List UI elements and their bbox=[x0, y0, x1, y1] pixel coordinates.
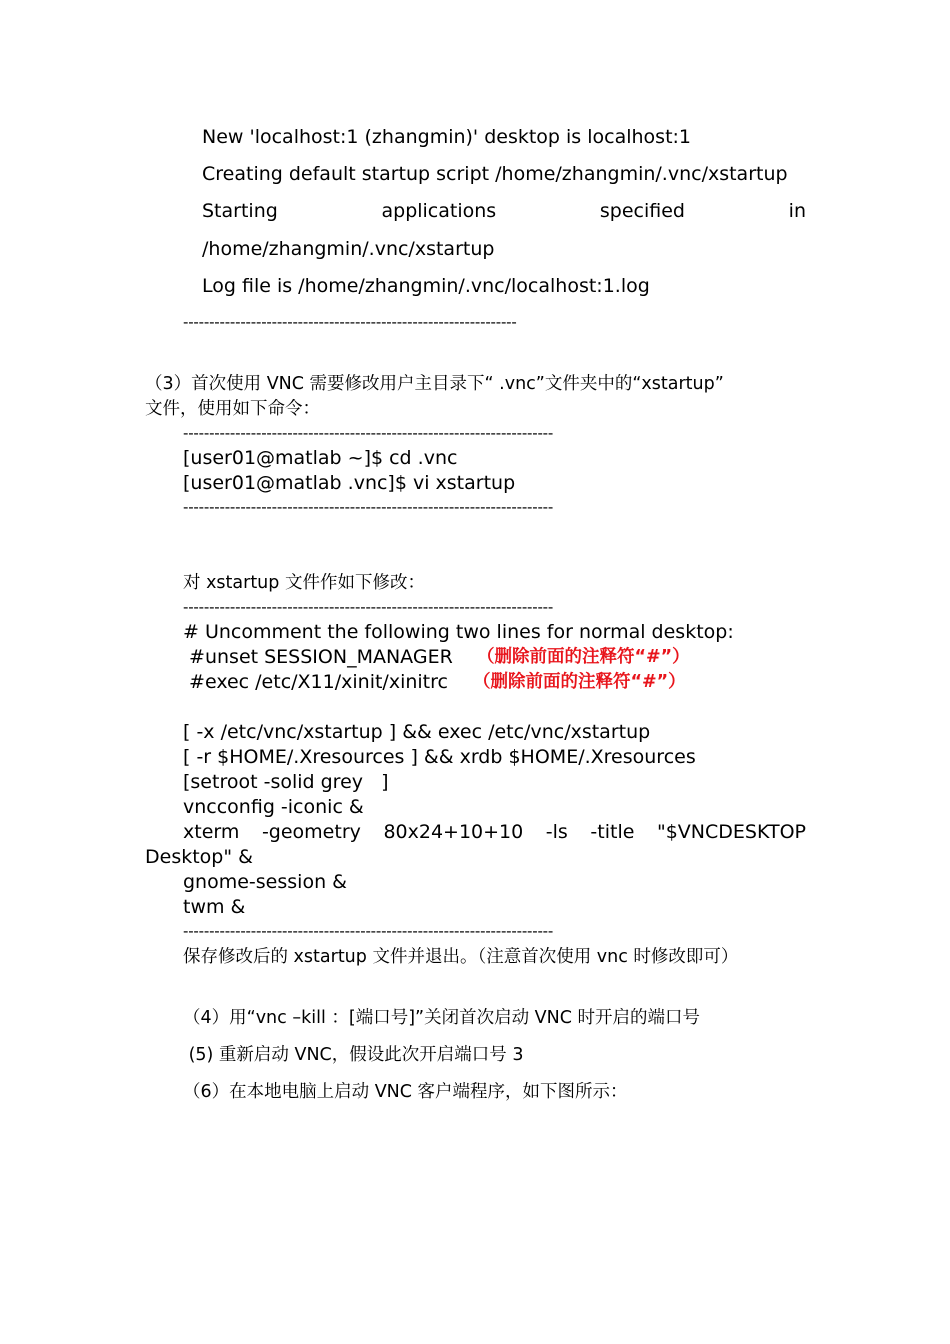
xstartup-xrdb: [ -r $HOME/.Xresources ] && xrdb $HOME/.Xresources bbox=[183, 746, 696, 768]
output-line-starting bbox=[202, 199, 806, 223]
output-line-new-desktop: New 'localhost:1 (zhangmin)' desktop is localhost:1 bbox=[202, 126, 692, 148]
separator-2: ----------------------------------------------------------------------- bbox=[183, 424, 554, 442]
word-starting: Starting bbox=[202, 200, 278, 222]
separator-5: ----------------------------------------------------------------------- bbox=[183, 922, 554, 940]
step3-text-line1: （3）首次使用 VNC 需要修改用户主目录下“ .vnc”文件夹中的“xstartup” bbox=[145, 374, 724, 394]
word-applications: applications bbox=[381, 200, 497, 222]
xterm-geometry-value: 80x24+10+10 bbox=[383, 821, 524, 843]
command-vi-xstartup: [user01@matlab .vnc]$ vi xstartup bbox=[183, 472, 516, 494]
step4-text: （4）用“vnc –kill ：[端口号]”关闭首次启动 VNC 时开启的端口号 bbox=[183, 1008, 700, 1028]
step5-text: (5) 重新启动 VNC，假设此次开启端口号 3 bbox=[183, 1045, 524, 1065]
xstartup-xterm-cont: Desktop" & bbox=[145, 846, 253, 868]
xstartup-setroot: [setroot -solid grey ] bbox=[183, 771, 389, 793]
xstartup-gnome-session: gnome-session & bbox=[183, 871, 347, 893]
output-line-log-file: Log file is /home/zhangmin/.vnc/localhost:1.log bbox=[202, 275, 650, 297]
xstartup-vncconfig: vncconfig -iconic & bbox=[183, 796, 364, 818]
output-line-creating-script: Creating default startup script /home/zhangmin/.vnc/xstartup bbox=[202, 163, 788, 185]
xstartup-intro: 对 xstartup 文件作如下修改： bbox=[183, 573, 425, 593]
xstartup-comment: # Uncomment the following two lines for normal desktop: bbox=[183, 621, 734, 643]
word-in: in bbox=[788, 200, 806, 222]
separator-3: ----------------------------------------------------------------------- bbox=[183, 498, 554, 516]
xstartup-exec-etc: [ -x /etc/vnc/xstartup ] && exec /etc/vnc/xstartup bbox=[183, 721, 651, 743]
xterm-word: xterm bbox=[183, 821, 240, 843]
step6-text: （6）在本地电脑上启动 VNC 客户端程序，如下图所示： bbox=[183, 1082, 628, 1102]
remove-comment-note-1: （删除前面的注释符“#”） bbox=[477, 647, 690, 667]
xterm-geometry-flag: -geometry bbox=[261, 821, 361, 843]
output-line-xstartup-path: /home/zhangmin/.vnc/xstartup bbox=[202, 238, 495, 260]
xterm-title-flag: -title bbox=[590, 821, 635, 843]
step3-text-line2: 文件，使用如下命令： bbox=[145, 399, 320, 419]
xterm-ls-flag: -ls bbox=[545, 821, 568, 843]
xstartup-unset-line: #unset SESSION_MANAGER bbox=[183, 646, 453, 668]
save-note: 保存修改后的 xstartup 文件并退出。（注意首次使用 vnc 时修改即可） bbox=[183, 947, 739, 967]
xstartup-xterm-line bbox=[183, 820, 806, 844]
word-specified: specified bbox=[599, 200, 685, 222]
xterm-title-value: "$VNCDESKTOP bbox=[656, 821, 806, 843]
xstartup-twm: twm & bbox=[183, 896, 246, 918]
remove-comment-note-2: （删除前面的注释符“#”） bbox=[473, 672, 686, 692]
xstartup-exec-line: #exec /etc/X11/xinit/xinitrc bbox=[183, 671, 448, 693]
command-cd-vnc: [user01@matlab ~]$ cd .vnc bbox=[183, 447, 458, 469]
separator-1: ---------------------------------------------------------------- bbox=[183, 313, 517, 331]
separator-4: ----------------------------------------------------------------------- bbox=[183, 598, 554, 616]
